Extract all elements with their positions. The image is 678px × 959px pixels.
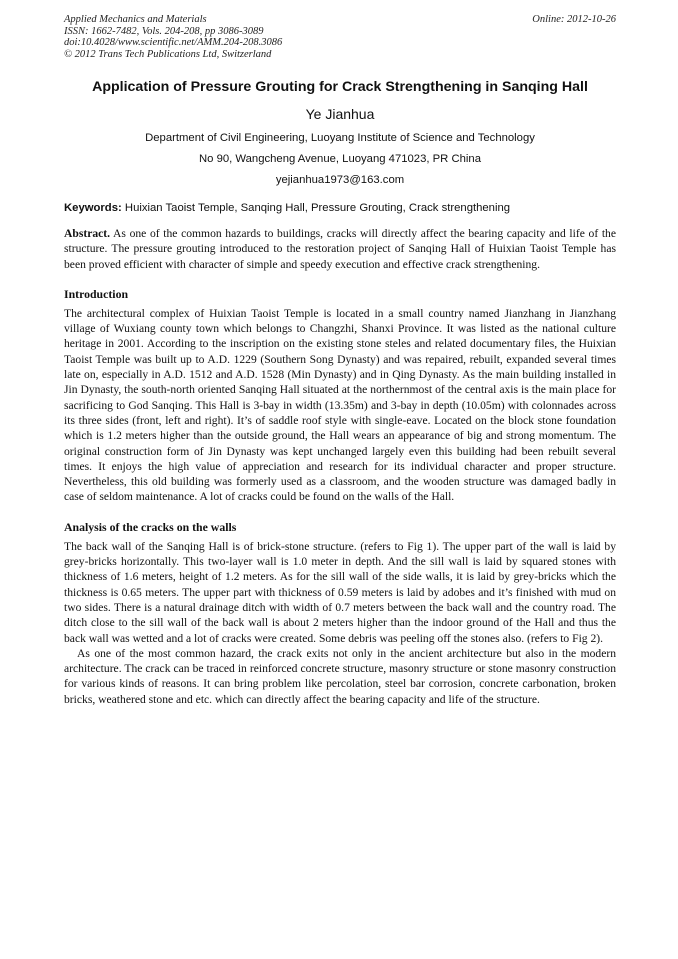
keywords	[64, 201, 616, 215]
doi-line: doi:10.4028/www.scientific.net/AMM.204-208.3086	[64, 37, 283, 48]
abstract-label: Abstract.	[64, 227, 111, 240]
journal-name: Applied Mechanics and Materials	[64, 14, 207, 25]
paper-title: Application of Pressure Grouting for Crack Strengthening in Sanqing Hall	[92, 79, 588, 95]
author-email: yejianhua1973@163.com	[275, 174, 405, 186]
journal-header	[64, 14, 616, 60]
introduction-heading: Introduction	[64, 286, 129, 301]
keywords-text: Huixian Taoist Temple, Sanqing Hall, Pressure Grouting, Crack strengthening	[121, 202, 511, 214]
affiliation-address: No 90, Wangcheng Avenue, Luoyang 471023, PR China	[198, 153, 481, 165]
issn-line: ISSN: 1662-7482, Vols. 204-208, pp 3086-3089	[64, 25, 264, 37]
abstract-text: As one of the common hazards to buildings, cracks will directly affect the bearing capacity and life of the structure. The pressure grouting introduced to the restoration project of Sanqing Hall of Huixian Taoist Temple has been proved efficient with character of simple and speedy execution and effective crack strengthening.	[64, 227, 616, 271]
keywords-label: Keywords:	[64, 202, 122, 214]
affiliation-department: Department of Civil Engineering, Luoyang Institute of Science and Technology	[145, 132, 535, 144]
analysis-paragraph-2: As one of the most common hazard, the crack exits not only in the ancient architecture but also in the modern architecture. The crack can be traced in reinforced concrete structure, masonry structure or stone masonry construction for various kinds of reasons. It can bring problem like percolation, steel bar corrosion, concrete carbonation, broken bricks, weathered stone and etc. which can directly affect the bearing capacity and life of the structure.	[64, 646, 616, 706]
online-date: Online: 2012-10-26	[532, 14, 616, 25]
introduction-paragraph: The architectural complex of Huixian Taoist Temple is located in a small country named Jianzhang in Jianzhang village of Wuxiang county town which belongs to Changzhi, Shanxi Province. It was listed as the national culture heritage in 2001. According to the inscription on the existing stone steles and related documentary files, the Huixian Taoist Temple was built up to A.D. 1229 (Southern Song Dynasty) and was repaired, rebuilt, expanded several times late on, especially in A.D. 1512 and A.D. 1528 (Min Dynasty) and in Qing Dynasty. As the main building installed in Jin Dynasty, the south-north oriented Sanqing Hall situated at the northernmost of the central axis is the main place for sacrificing to God Sanqing. This Hall is 3-bay in width (13.35m) and 3-bay in depth (10.05m) with colonnades across its three sides (front, left and right). It’s of saddle roof style with single-eave. Located on the block stone foundation which is 1.2 meters higher than the outside ground, the Hall wears an appearance of big and strong momentum. The original construction form of Jin Dynasty was kept unchanged largely even this building had been rebuilt several times. It enjoys the high value of appreciation and research for its individual character and proper structure. Nevertheless, this old building was formerly used as a classroom, and the wooden structure was damaged badly in case of seldom maintenance. A lot of cracks could be found on the walls of the Hall.	[64, 306, 616, 504]
analysis-paragraph-1: The back wall of the Sanqing Hall is of brick-stone structure. (refers to Fig 1). The upper part of the wall is laid by grey-bricks horizontally. This two-layer wall is 1.0 meter in depth. And the sill wall is laid by squared stones with thickness of 1.6 meters, height of 1.2 meters. As for the sill wall of the side walls, it is laid by grey-bricks which the thickness is 0.65 meters. The upper part with thickness of 0.59 meters is laid by adobes and it’s finished with mud on two sides. There is a natural drainage ditch with width of 0.7 meters between the back wall and the country road. The ditch close to the sill wall of the back wall is about 2 meters higher than the indoor ground of the Hall and thus the back wall was wetted and a lot of cracks were created. Some debris was peeling off the stones also. (refers to Fig 2).	[64, 539, 616, 645]
paper-page	[64, 14, 616, 707]
analysis-heading: Analysis of the cracks on the walls	[64, 519, 237, 534]
author-name: Ye Jianhua	[305, 106, 375, 122]
copyright-line: © 2012 Trans Tech Publications Ltd, Switzerland	[64, 48, 272, 60]
abstract	[64, 226, 616, 272]
